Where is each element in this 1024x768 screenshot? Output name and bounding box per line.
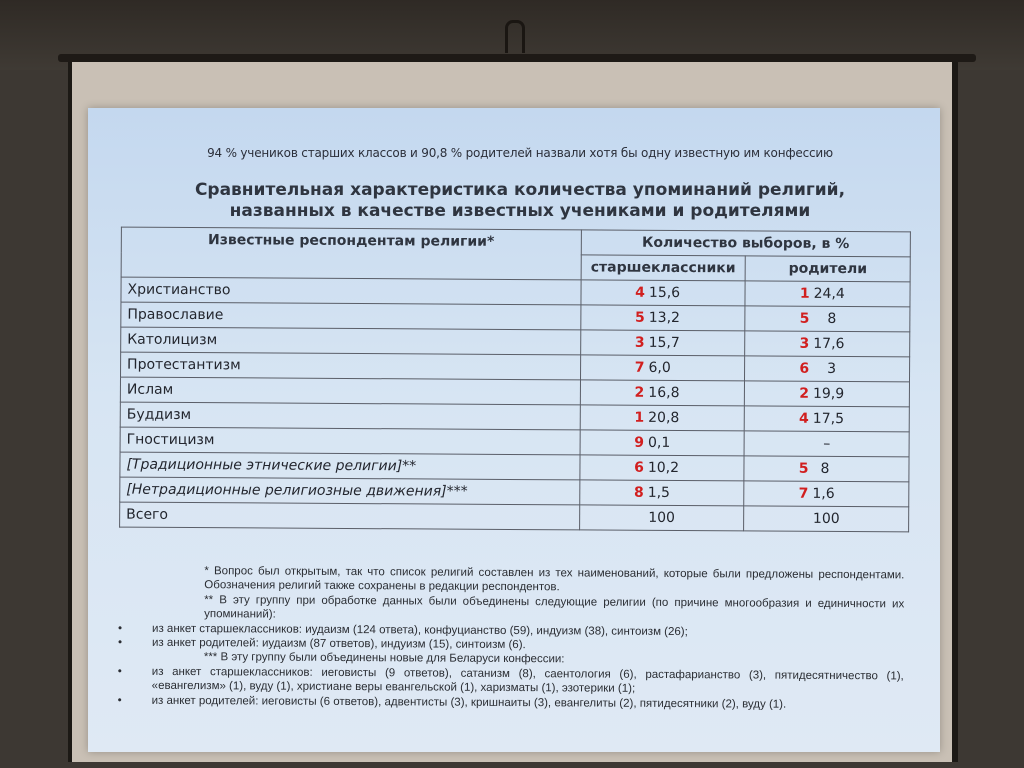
parents-rank: 1 <box>799 285 810 302</box>
table-header-row <box>121 227 910 257</box>
footnote-text: из анкет старшеклассников: иеговисты (9 ответов), сатанизм (8), саентология (6), растафарианство (3), пятидесятничество (1), «евангелизм» (1), вуду (1), христиане веры евангельской (1), харизматы (1), эзотерики (1); <box>151 665 904 696</box>
header-students: старшеклассники <box>581 255 746 281</box>
parents-cell <box>745 381 910 407</box>
screen-hanger-bar <box>58 54 976 62</box>
students-value: 15,6 <box>648 284 681 302</box>
students-cell <box>580 455 745 481</box>
students-value: 16,8 <box>648 384 680 402</box>
parents-value: 1,6 <box>812 485 835 502</box>
students-cell <box>580 330 745 356</box>
header-parents: родители <box>745 256 910 282</box>
footnote-2: ** В эту группу при обработке данных были объединены следующие религии (по причине многообразия и единичности их упоминаний): <box>204 593 905 621</box>
parents-cell <box>744 431 909 457</box>
parents-value: 24,4 <box>813 285 845 303</box>
parents-value: 3 <box>827 360 837 377</box>
students-rank: 3 <box>634 334 645 351</box>
religion-name: Христианство <box>121 277 581 305</box>
students-value: 15,7 <box>648 334 680 352</box>
religion-name: Гностицизм <box>120 427 580 455</box>
students-value: 6,0 <box>648 359 671 376</box>
parents-rank: 4 <box>799 410 809 427</box>
slide-title <box>150 180 890 222</box>
parents-value: 17,5 <box>812 410 845 428</box>
students-value: 20,8 <box>648 409 680 427</box>
parents-value: 17,6 <box>813 335 845 353</box>
screen-hook <box>505 20 525 53</box>
title-line-2: названных в качестве известных учениками и родителями <box>229 201 811 221</box>
parents-cell <box>745 306 910 332</box>
students-cell <box>579 480 744 506</box>
parents-cell <box>745 281 910 307</box>
parents-cell <box>744 456 909 482</box>
religion-name: [Традиционные этнические религии]** <box>120 452 580 480</box>
students-cell <box>580 355 745 381</box>
bullet-glyph: • <box>117 636 123 649</box>
students-value: 0,1 <box>647 434 671 451</box>
footnote-3: *** В эту группу были объединены новые для Беларуси конфессии: <box>203 651 565 666</box>
students-rank: 6 <box>634 459 644 476</box>
bullet-glyph: • <box>117 665 122 678</box>
parents-rank: 2 <box>799 385 810 402</box>
total-label: Всего <box>120 502 580 530</box>
students-rank: 7 <box>634 359 645 376</box>
students-rank: 1 <box>634 409 645 426</box>
title-line-1: Сравнительная характеристика количества упоминаний религий, <box>194 180 846 200</box>
footnote-text: из анкет старшеклассников: иудаизм (124 ответа), конфуцианство (59), индуизм (38), синтоизм (26); <box>152 622 688 638</box>
religion-name: Католицизм <box>121 327 581 355</box>
students-cell <box>580 380 745 406</box>
table-total-row <box>120 502 909 532</box>
footnote-1: * Вопрос был открытым, так что список религий составлен из тех наименований, которые были предложены респондентами. Обозначения религий также сохранены в редакции респондентов. <box>204 565 905 594</box>
total-students: 100 <box>579 505 744 531</box>
students-value: 13,2 <box>648 309 681 327</box>
bullet-glyph: • <box>117 694 122 707</box>
students-cell <box>580 405 745 431</box>
parents-cell <box>745 331 910 357</box>
footnote-text: из анкет родителей: иеговисты (6 ответов), адвентисты (3), кришнаиты (3), евангелиты (2), пятидесятники (2), вуду (1). <box>151 694 787 711</box>
students-rank: 5 <box>634 309 645 326</box>
total-parents: 100 <box>744 506 909 532</box>
religion-name: [Нетрадиционные религиозные движения]*** <box>120 477 580 505</box>
footnote-text: из анкет родителей: иудаизм (87 ответов), индуизм (15), синтоизм (6). <box>151 636 526 652</box>
students-cell <box>580 430 745 456</box>
religion-name: Православие <box>121 302 581 330</box>
students-rank: 2 <box>634 384 645 401</box>
religion-name: Протестантизм <box>121 352 581 380</box>
parents-cell <box>745 406 910 432</box>
students-cell <box>581 280 746 306</box>
header-religions: Известные респондентам религии* <box>121 227 581 280</box>
religion-name: Буддизм <box>120 402 580 430</box>
parents-rank: 6 <box>799 360 810 377</box>
parents-rank: 5 <box>798 460 809 477</box>
parents-cell <box>744 481 909 507</box>
bullet-glyph: • <box>118 622 123 635</box>
parents-value: 19,9 <box>812 385 845 403</box>
students-rank: 8 <box>633 484 644 501</box>
footnotes <box>114 564 905 713</box>
students-rank: 4 <box>635 284 645 301</box>
parents-rank: 3 <box>799 335 810 352</box>
students-cell <box>580 305 745 331</box>
religion-name: Ислам <box>120 377 580 405</box>
header-choices: Количество выборов, в % <box>581 230 910 257</box>
parents-value: 8 <box>820 460 830 477</box>
parents-rank: 5 <box>799 310 810 327</box>
parents-value: – <box>823 435 831 452</box>
slide-top-note: 94 % учеников старших классов и 90,8 % родителей назвали хотя бы одну известную им конфессию <box>207 146 833 160</box>
religions-table <box>119 227 911 533</box>
parents-value: 8 <box>827 310 837 327</box>
students-value: 10,2 <box>647 459 680 477</box>
parents-rank: 7 <box>798 485 809 502</box>
parents-cell <box>745 356 910 382</box>
students-value: 1,5 <box>647 484 671 501</box>
students-rank: 9 <box>634 434 645 451</box>
